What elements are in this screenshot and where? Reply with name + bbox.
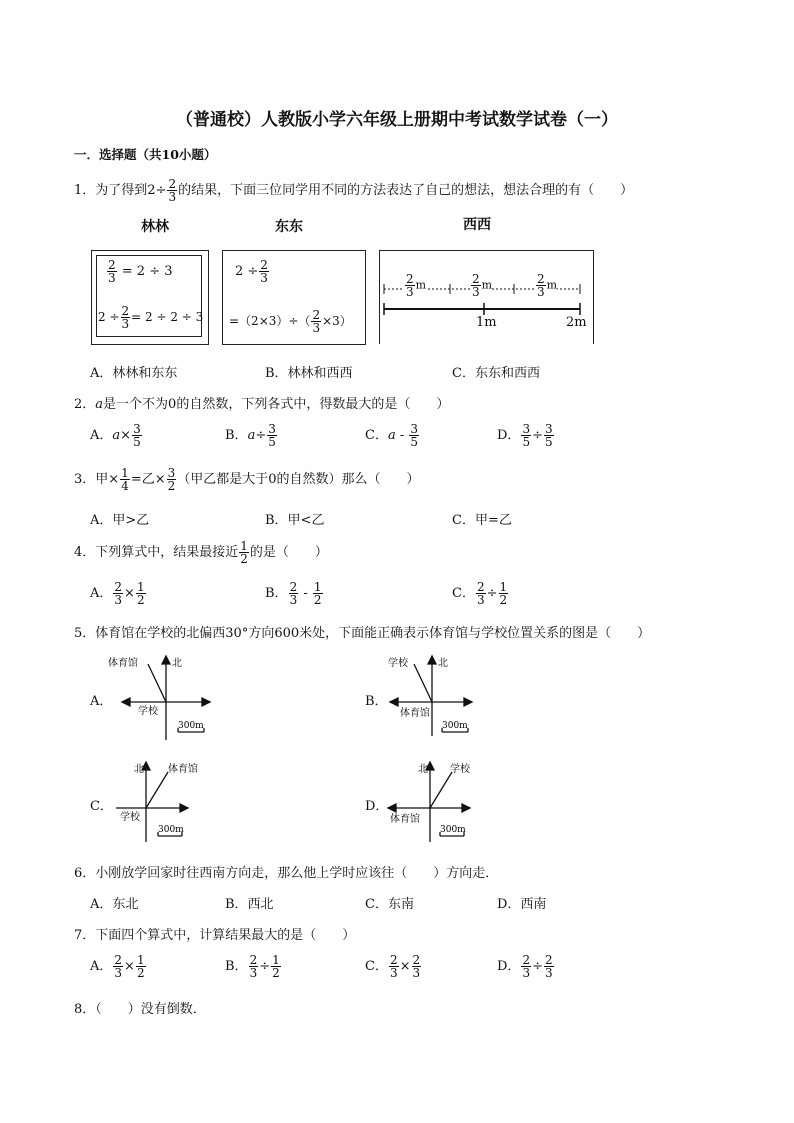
q5-diagram-b xyxy=(388,652,498,740)
north-label: 北 xyxy=(172,658,182,669)
linlin-label: 林林 xyxy=(141,219,169,235)
gym-label: 体育馆 xyxy=(168,764,198,775)
linlin-line-2: 2 ÷ $\frac{2}{3}$ = 2 ÷ 2 ÷ 3 xyxy=(98,304,204,331)
q6-option-a[interactable]: A．东北 xyxy=(90,897,139,912)
linlin-panel xyxy=(91,250,209,345)
q7-option-b[interactable]: B． $\frac{2}{3}$ ÷ $\frac{1}{2}$ xyxy=(225,953,280,980)
q4-option-b[interactable]: B． $\frac{2}{3}$ - $\frac{1}{2}$ xyxy=(265,580,322,607)
q2-option-d[interactable]: D． $\frac{3}{5}$ ÷ $\frac{3}{5}$ xyxy=(497,422,553,449)
mark-2m: 2m xyxy=(566,315,587,330)
mark-1m: 1m xyxy=(476,315,497,330)
segment-label-1: $\frac{2}{3}$ m xyxy=(406,272,427,299)
q5-option-d[interactable]: D． xyxy=(365,799,389,814)
q5-diagram-a xyxy=(108,652,218,740)
question-2-stem: 2．a是一个不为0的自然数，下列各式中，得数最大的是（ ） xyxy=(74,397,450,412)
q2-option-c[interactable]: C．a - $\frac{3}{5}$ xyxy=(365,422,419,449)
scale-label: 300m xyxy=(158,825,184,835)
scale-label: 300m xyxy=(178,721,204,731)
xixi-panel xyxy=(379,250,594,344)
xixi-label: 西西 xyxy=(463,217,491,233)
question-4-stem: 4．下列算式中，结果最接近 $\frac{1}{2}$ 的是（ ） xyxy=(74,539,328,566)
q3-option-a[interactable]: A．甲>乙 xyxy=(90,513,150,528)
q2-option-a[interactable]: A．a× $\frac{3}{5}$ xyxy=(90,422,141,449)
q1-option-b[interactable]: B．林林和西西 xyxy=(265,366,353,381)
fraction: $\frac{2}{3}$ xyxy=(168,177,177,204)
north-label: 北 xyxy=(134,764,144,775)
q4-option-c[interactable]: C． $\frac{2}{3}$ ÷ $\frac{1}{2}$ xyxy=(452,580,508,607)
q5-diagram-c xyxy=(112,758,222,844)
q4-option-a[interactable]: A． $\frac{2}{3}$ × $\frac{1}{2}$ xyxy=(90,580,145,607)
q1-option-a[interactable]: A．林林和东东 xyxy=(90,366,178,381)
dongdong-panel xyxy=(222,250,366,345)
gym-label: 体育馆 xyxy=(108,658,138,669)
question-6-stem: 6．小刚放学回家时往西南方向走，那么他上学时应该往（ ）方向走． xyxy=(74,866,499,881)
question-1-stem: 1．为了得到2÷ $\frac{2}{3}$ 的结果，下面三位同学用不同的方法表达了自己的想法，想法合理的有（ ） xyxy=(74,177,634,204)
school-label: 学校 xyxy=(450,764,470,775)
q1-option-c[interactable]: C．东东和西西 xyxy=(452,366,540,381)
north-label: 北 xyxy=(418,764,428,775)
dongdong-line-1: 2 ÷ $\frac{2}{3}$ xyxy=(235,258,268,285)
question-5-stem: 5．体育馆在学校的北偏西30°方向600米处，下面能正确表示体育馆与学校位置关系的图是（ ） xyxy=(74,626,651,641)
school-label: 学校 xyxy=(120,812,140,823)
question-3-stem: 3．甲× $\frac{1}{4}$ =乙× $\frac{3}{2}$ （甲乙都是大于0的自然数）那么（ ） xyxy=(74,466,420,493)
school-label: 学校 xyxy=(138,706,158,717)
q5-option-b[interactable]: B． xyxy=(365,694,388,709)
q6-option-d[interactable]: D．西南 xyxy=(497,897,547,912)
q5-option-c[interactable]: C． xyxy=(90,799,113,814)
school-label: 学校 xyxy=(388,658,408,669)
gym-label: 体育馆 xyxy=(400,708,430,719)
linlin-line-1: $\frac{2}{3}$ = 2 ÷ 3 xyxy=(108,258,173,285)
q5-diagram-d xyxy=(386,758,496,844)
dongdong-label: 东东 xyxy=(275,219,303,235)
scale-label: 300m xyxy=(442,721,468,731)
q7-option-a[interactable]: A． $\frac{2}{3}$ × $\frac{1}{2}$ xyxy=(90,953,145,980)
question-8-stem: 8．（ ）没有倒数． xyxy=(74,1002,206,1017)
gym-label: 体育馆 xyxy=(390,814,420,825)
q7-option-d[interactable]: D． $\frac{2}{3}$ ÷ $\frac{2}{3}$ xyxy=(497,953,553,980)
q6-option-b[interactable]: B．西北 xyxy=(225,897,274,912)
dongdong-line-2: =（2×3）÷（ $\frac{2}{3}$ ×3） xyxy=(229,308,352,335)
q3-option-c[interactable]: C．甲=乙 xyxy=(452,513,512,528)
north-label: 北 xyxy=(438,658,448,669)
section-heading: 一．选择题（共10小题） xyxy=(74,147,217,162)
q6-option-c[interactable]: C．东南 xyxy=(365,897,414,912)
page-title: （普通校）人教版小学六年级上册期中考试数学试卷（一） xyxy=(176,110,618,130)
question-7-stem: 7．下面四个算式中，计算结果最大的是（ ） xyxy=(74,928,356,943)
q5-option-a[interactable]: A． xyxy=(90,694,113,709)
q2-option-b[interactable]: B．a÷ $\frac{3}{5}$ xyxy=(225,422,276,449)
segment-label-2: $\frac{2}{3}$ m xyxy=(472,272,493,299)
scale-label: 300m xyxy=(440,825,466,835)
segment-label-3: $\frac{2}{3}$ m xyxy=(537,272,558,299)
q7-option-c[interactable]: C． $\frac{2}{3}$ × $\frac{2}{3}$ xyxy=(365,953,421,980)
q3-option-b[interactable]: B．甲<乙 xyxy=(265,513,325,528)
